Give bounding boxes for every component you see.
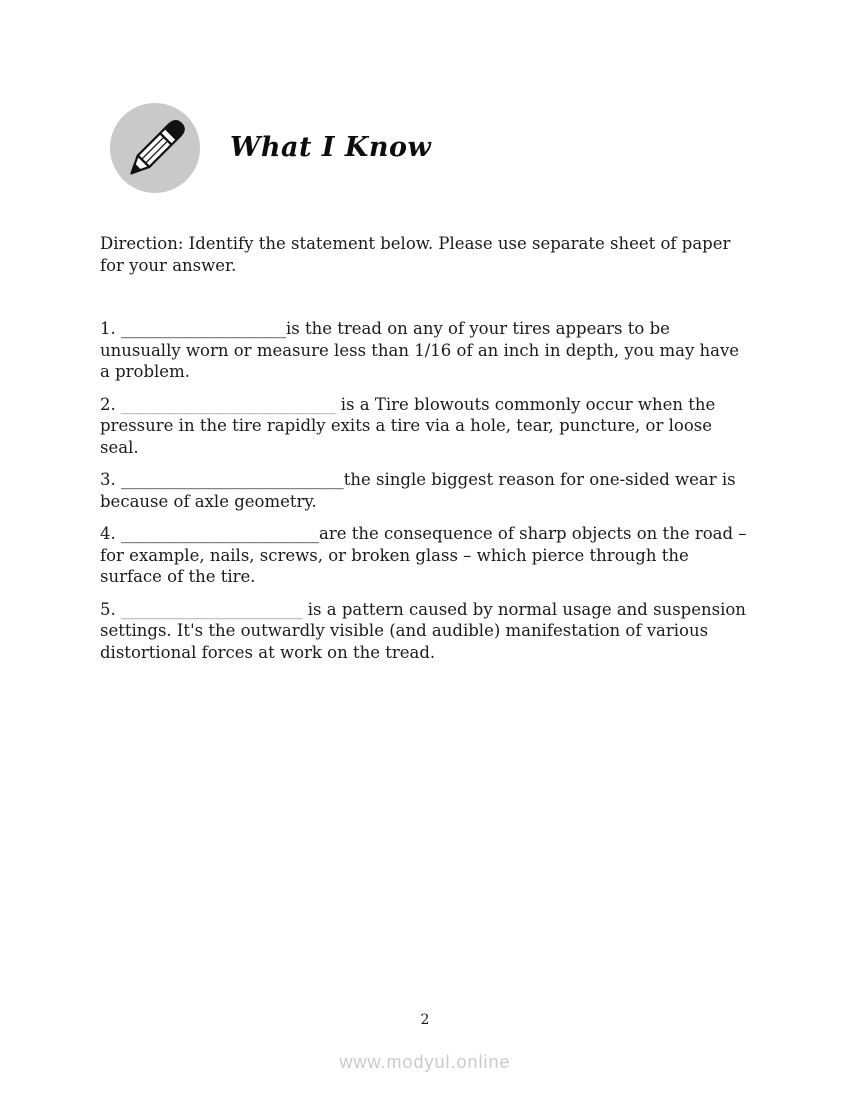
- question-text: the single biggest reason for one-sided wear is because of axle geometry.: [100, 470, 736, 511]
- page-number: 2: [420, 1012, 430, 1028]
- question-number: 4.: [100, 524, 116, 543]
- question-item-4: [100, 523, 752, 588]
- pencil-icon: [110, 103, 200, 193]
- question-number: 1.: [100, 319, 116, 338]
- question-text: is a pattern caused by normal usage and suspension settings. It's the outwardly visible (and audible) manifestation of various distortional forces at work on the tread.: [100, 599, 746, 662]
- answer-blank: ________________________: [121, 524, 320, 543]
- question-item-3: [100, 469, 752, 512]
- question-item-2: [100, 394, 752, 459]
- question-item-1: [100, 318, 752, 383]
- question-number: 3.: [100, 470, 116, 489]
- content: [100, 233, 752, 674]
- question-number: 2.: [100, 394, 116, 414]
- section-title: What I Know: [230, 132, 432, 163]
- answer-blank: ______________________: [121, 599, 303, 619]
- answer-blank: ____________________: [121, 319, 287, 338]
- question-item-5: [100, 599, 752, 664]
- question-text: is a Tire blowouts commonly occur when the pressure in the tire rapidly exits a tire via a hole, tear, puncture, or loose seal.: [100, 394, 716, 457]
- answer-blank: ___________________________: [121, 470, 344, 489]
- question-text: is the tread on any of your tires appears to be unusually worn or measure less than 1/16 of an inch in depth, you may have a problem.: [100, 319, 740, 381]
- watermark: www.modyul.online: [339, 1052, 511, 1072]
- direction-text: Direction: Identify the statement below. Please use separate sheet of paper for your answer.: [100, 234, 731, 275]
- question-text: are the consequence of sharp objects on the road – for example, nails, screws, or broken glass – which pierce through the surface of the tire.: [100, 524, 747, 586]
- question-number: 5.: [100, 599, 116, 619]
- answer-blank: __________________________: [121, 394, 336, 414]
